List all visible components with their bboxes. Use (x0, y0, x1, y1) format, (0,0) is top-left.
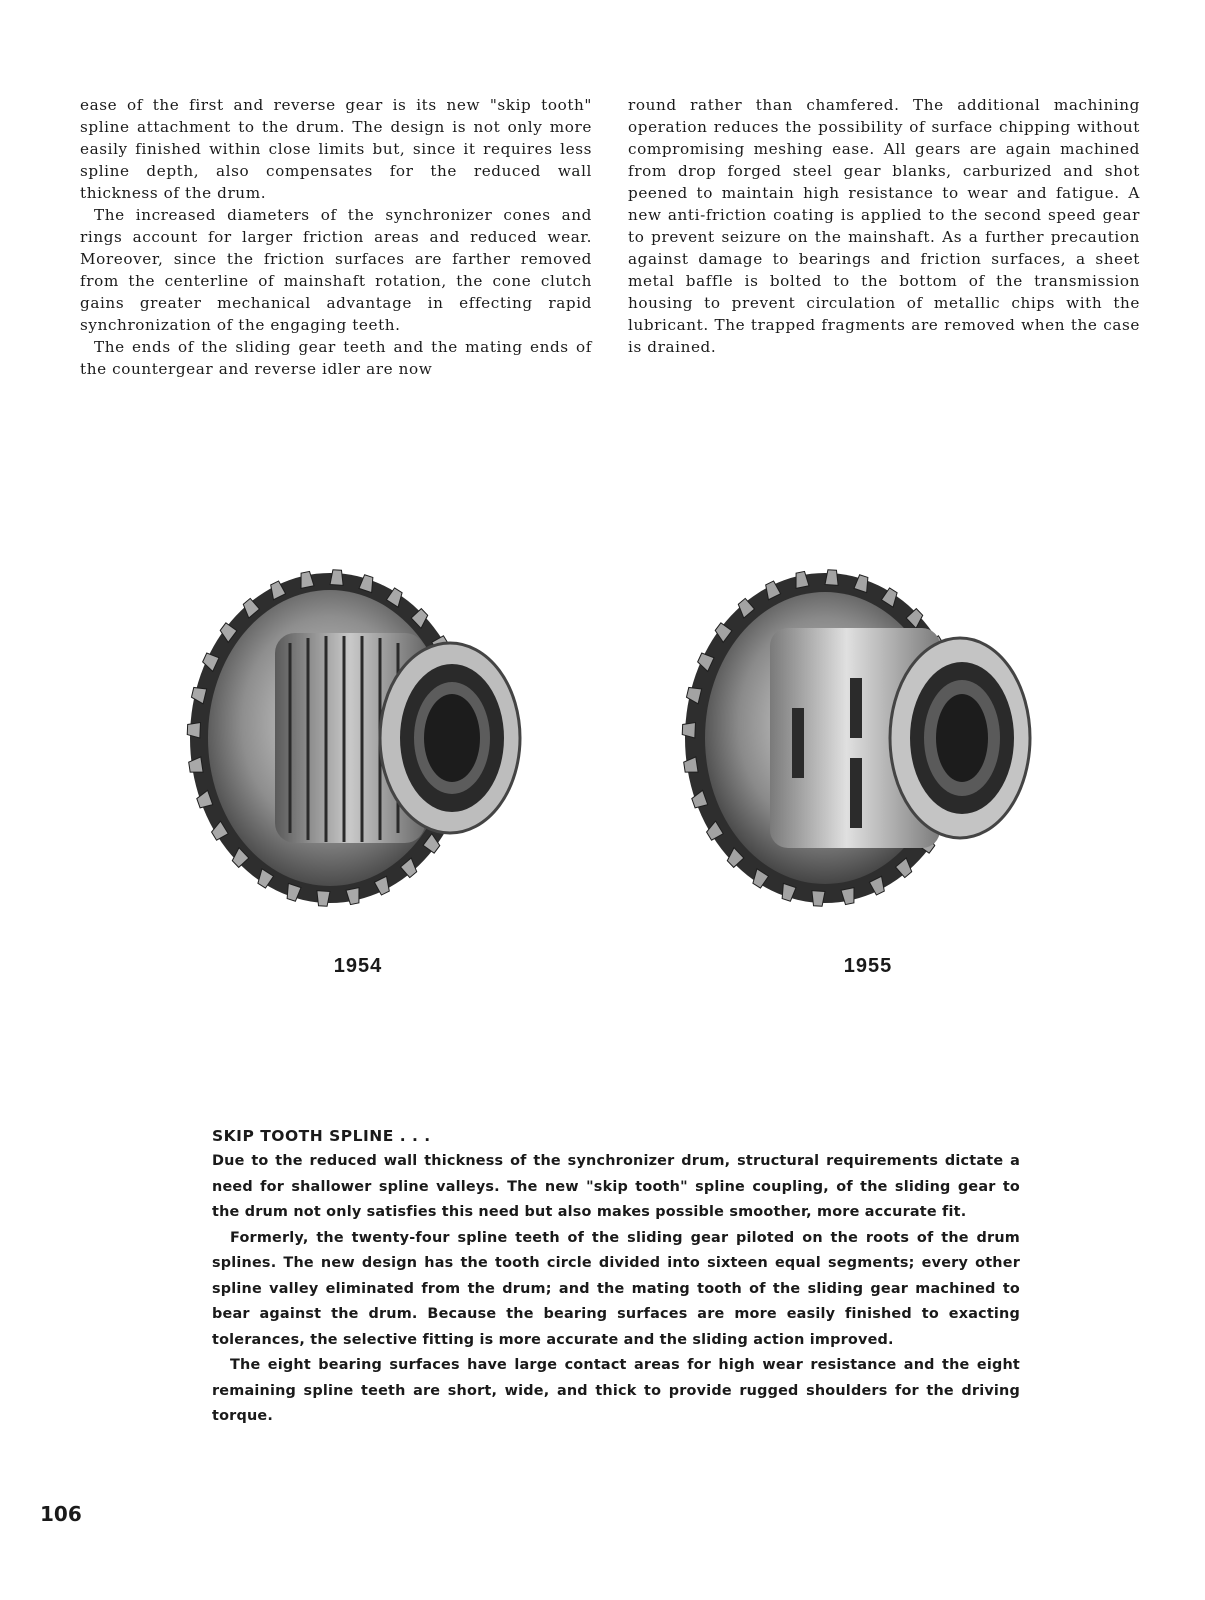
gear-tooth (317, 891, 330, 907)
body-paragraph: round rather than chamfered. The additional machining operation reduces the possibility of surface chipping without compromising meshing ease. All gears are again machined from drop forged steel gear blanks, carburized and shot peened to maintain high resistance to wear and fatigue. A new anti-friction coating is applied to the second speed gear to prevent seizure on the mainshaft. As a further precaution against damage to bearings and friction surfaces, a sheet metal baffle is bolted to the bottom of the transmission housing to prevent circulation of metallic chips with the lubricant. The trapped fragments are removed when the case is drained. (628, 96, 1140, 356)
caption-heading: SKIP TOOTH SPLINE . . . (212, 1127, 431, 1145)
gear-tooth (346, 888, 359, 905)
hub-face (380, 643, 520, 833)
gear-tooth (189, 757, 203, 772)
gear-tooth (796, 571, 809, 588)
figure-label-1955: 1955 (843, 955, 893, 977)
body-paragraph: The increased diameters of the synchronizer cones and rings account for larger friction areas and reduced wear. Moreover, since the friction surfaces are farther removed from the centerline of mainshaft rotation, the cone clutch gains greater mechanical advantage in effecting rapid synchronization of the engaging teeth. (80, 206, 592, 334)
gear-tooth (187, 723, 200, 738)
text-column-left (80, 94, 592, 380)
text-column-right (628, 94, 1140, 358)
caption-paragraph: Due to the reduced wall thickness of the synchronizer drum, structural requirements dictate a need for shallower spline valleys. The new "skip tooth" spline coupling, of the sliding gear to the drum not only satisfies this need but also makes possible smoother, more accurate fit. (212, 1153, 1020, 1220)
gear-1954-illustration (180, 548, 540, 928)
body-paragraph: The ends of the sliding gear teeth and the mating ends of the countergear and reverse idler are now (80, 338, 592, 378)
gear-tooth (812, 891, 825, 907)
gear-tooth (684, 757, 698, 772)
caption-paragraph: The eight bearing surfaces have large contact areas for high wear resistance and the eight remaining spline teeth are short, wide, and thick to provide rugged shoulders for the driving torque. (212, 1357, 1020, 1424)
gear-1954-photo (180, 548, 540, 928)
gear-tooth (682, 723, 695, 738)
caption-paragraph: Formerly, the twenty-four spline teeth of the sliding gear piloted on the roots of the drum splines. The new design has the tooth circle divided into sixteen equal segments; every other spline valley eliminated from the drum; and the mating tooth of the sliding gear machined to bear against the drum. Because the bearing surfaces are more easily finished to exacting tolerances, the selective fitting is more accurate and the sliding action improved. (212, 1229, 1020, 1348)
gear-tooth (330, 570, 343, 586)
gear-tooth (825, 570, 838, 586)
caption-block (212, 1124, 1020, 1430)
hub-face (890, 638, 1030, 838)
body-paragraph: ease of the first and reverse gear is its new "skip tooth" spline attachment to the drum. The design is not only more easily finished within close limits but, since it requires less spline depth, also compensates for the reduced wall thickness of the drum. (80, 96, 592, 202)
page-number: 106 (40, 1502, 82, 1526)
gear-1955-photo (680, 548, 1040, 928)
figure-label-1954: 1954 (333, 955, 383, 977)
gear-tooth (301, 571, 314, 588)
gear-1955-illustration (680, 548, 1040, 928)
gear-tooth (841, 888, 854, 905)
